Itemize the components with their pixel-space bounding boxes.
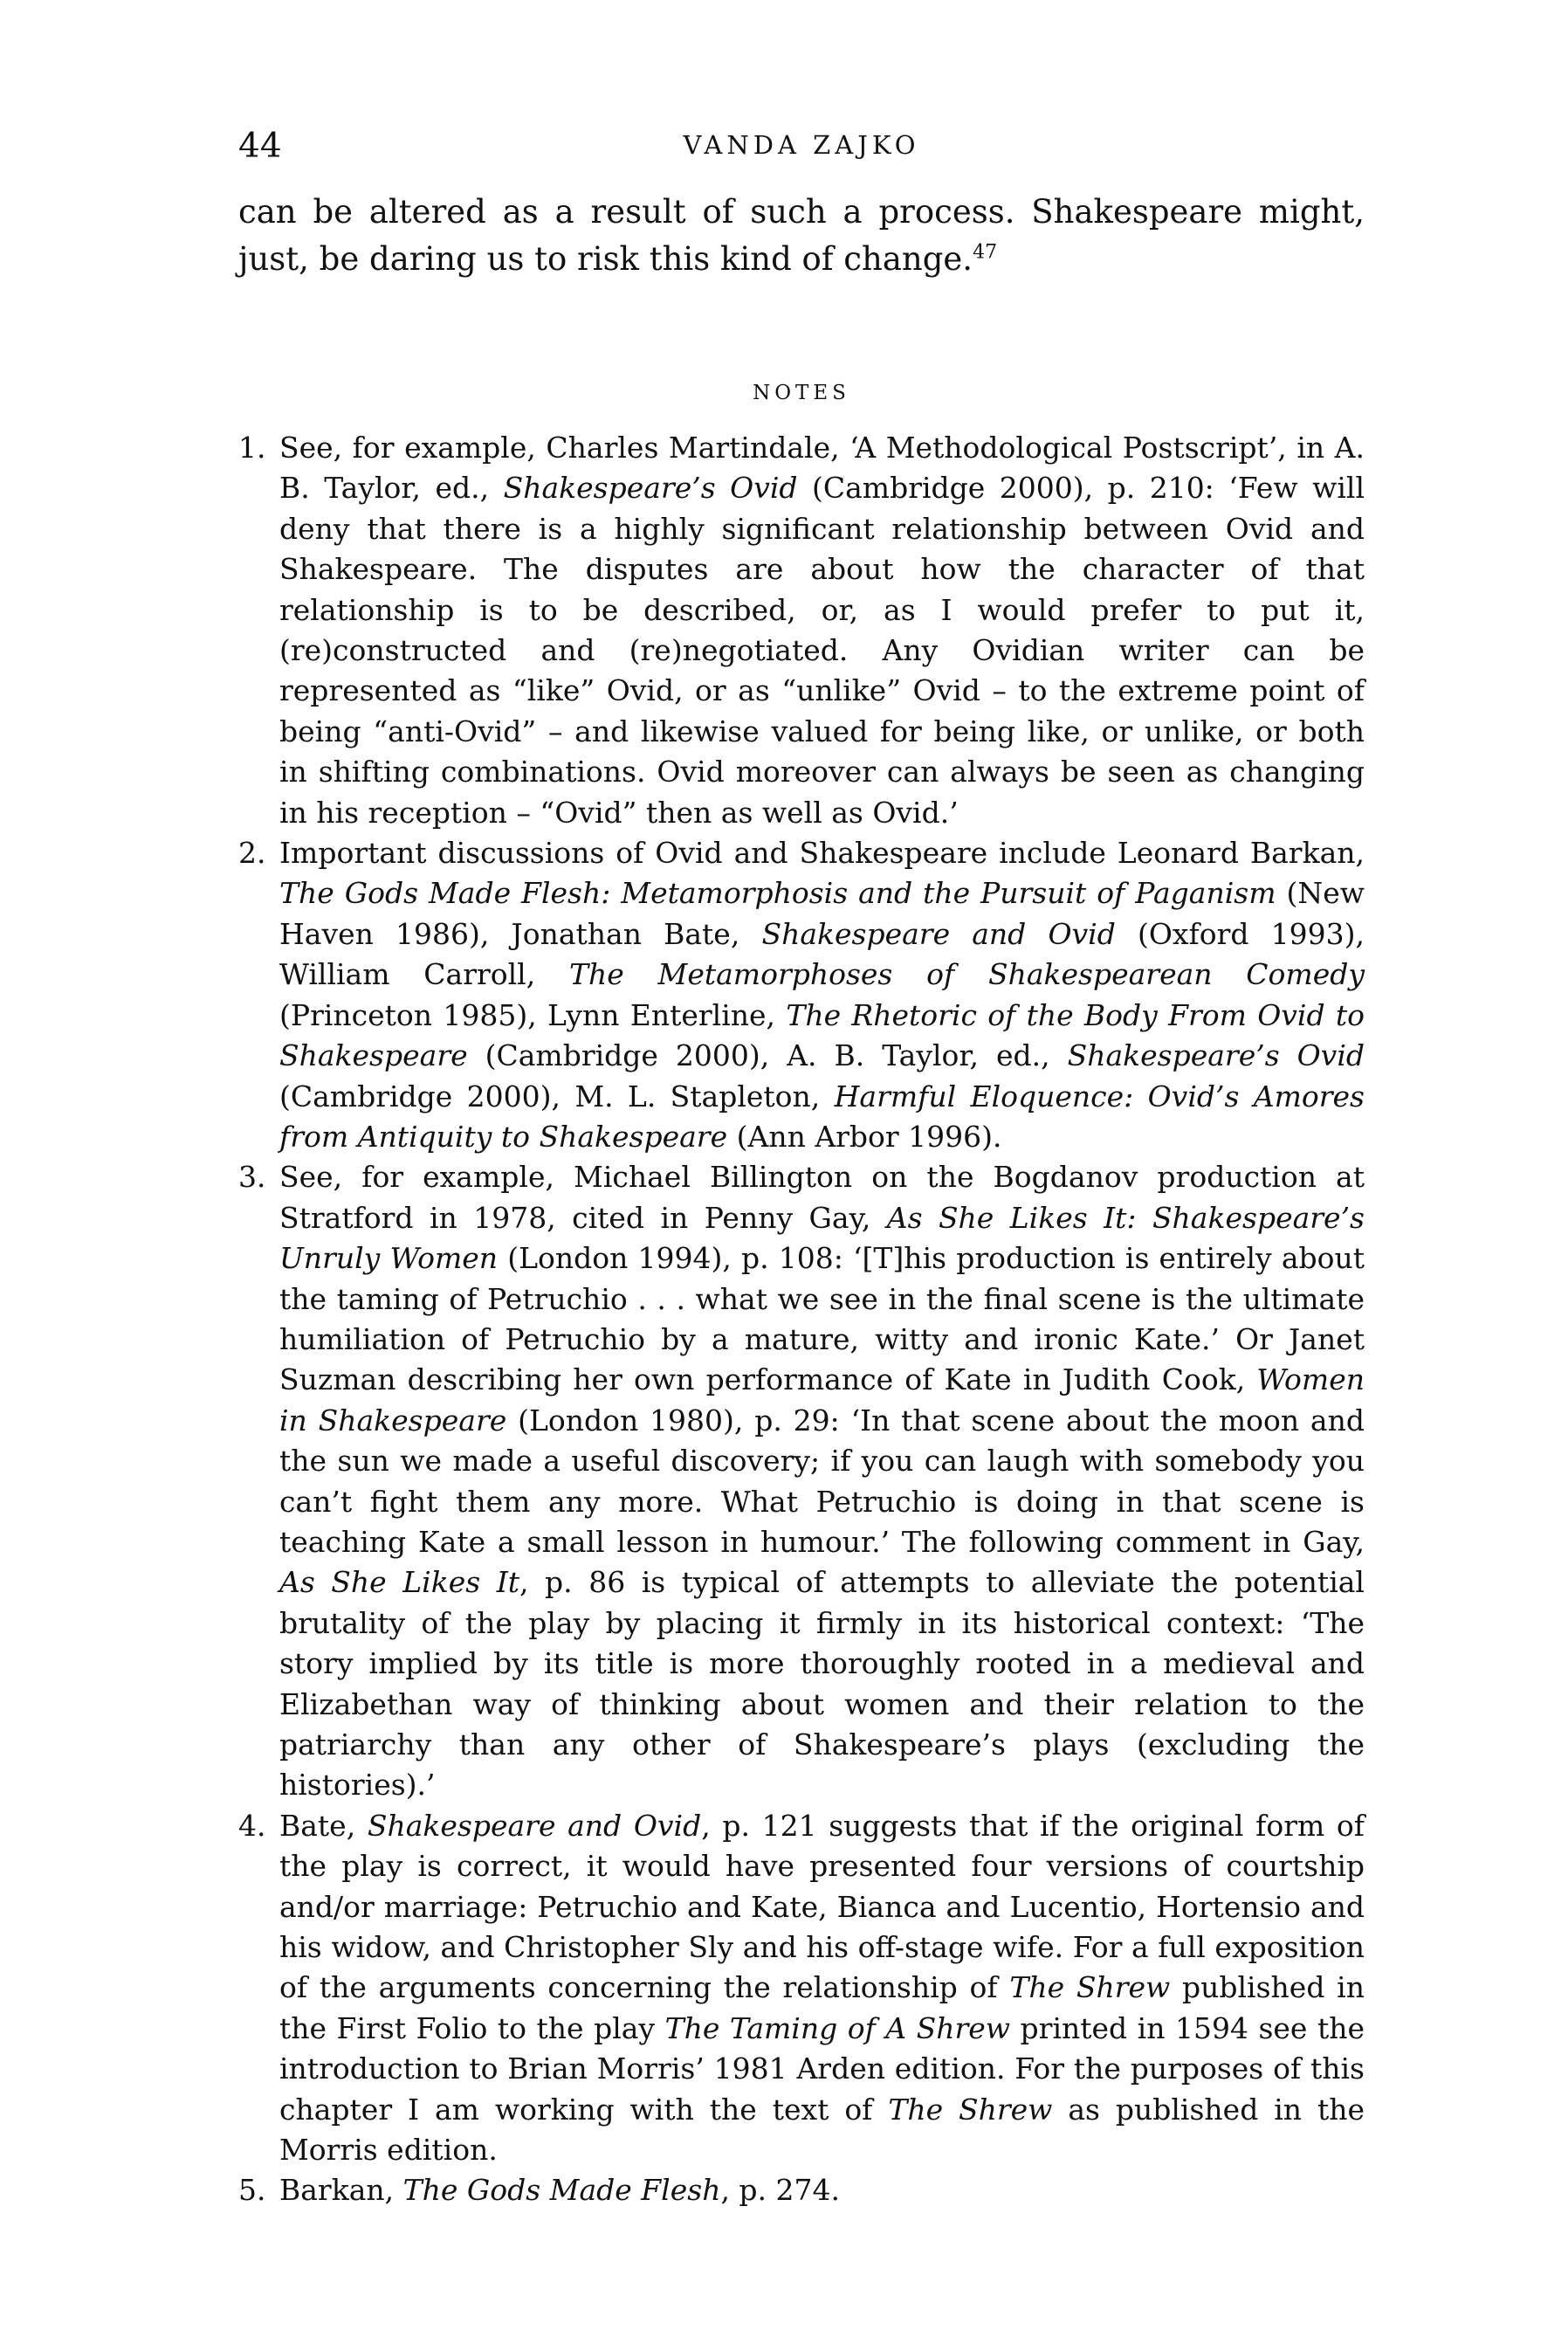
note-title-italic: The Shrew	[888, 2092, 1053, 2127]
note-text-segment: printed in 1594 see the introduction to Brian Morris’ 1981 Arden edition. For the purposes of this chapter I am working with the text of	[279, 2010, 1365, 2127]
note-text-segment: , p. 86 is typical of attempts to alleviate the potential brutality of the play by placing it firmly in its historical context: ‘The story implied by its title is more thoroughly rooted in a medieval and Elizabethan way of thinking about women and their relation to the patriarchy than any other of Shakespeare’s plays (excluding the histories).’	[279, 1565, 1365, 1803]
note-title-italic: The Metamorphoses of Shakespearean Comedy	[568, 957, 1365, 992]
note-text-segment: (Ann Arbor 1996).	[727, 1119, 1002, 1154]
note-text-segment: (New Haven 1986), Jonathan Bate,	[279, 876, 1365, 951]
note-text-segment: published in the First Folio to the play	[279, 1970, 1365, 2045]
note-title-italic: As She Likes It	[279, 1565, 520, 1600]
note-text	[279, 833, 1365, 1157]
note-number: 1.	[238, 431, 266, 465]
note-text	[279, 2170, 1365, 2210]
note-title-italic: As She Likes It: Shakespeare’s Unruly Women	[279, 1200, 1365, 1276]
running-head	[238, 127, 1365, 170]
footnote-reference: 47	[973, 241, 998, 264]
note-title-italic: Harmful Eloquence: Ovid’s Amores from Antiquity to Shakespeare	[279, 1079, 1365, 1154]
note-text-segment: (Oxford 1993), William Carroll,	[279, 916, 1365, 992]
note-title-italic: Shakespeare’s Ovid	[503, 471, 798, 506]
note-text-segment: (Cambridge 2000), M. L. Stapleton,	[279, 1079, 835, 1113]
note-text-segment: Barkan,	[279, 2173, 403, 2208]
note-text-segment: Important discussions of Ovid and Shakespeare include Leonard Barkan,	[279, 836, 1365, 871]
note-number: 3.	[238, 1160, 266, 1195]
note-number: 2.	[238, 836, 266, 871]
note-title-italic: Women in Shakespeare	[279, 1362, 1365, 1437]
note-item	[238, 1806, 1365, 2171]
note-text	[279, 1157, 1365, 1806]
body-paragraph	[238, 189, 1365, 283]
notes-heading: NOTES	[753, 382, 850, 404]
note-title-italic: Shakespeare and Ovid	[761, 916, 1116, 951]
note-text-segment: (London 1994), p. 108: ‘[T]his production is entirely about the taming of Petruchio . . . what we see in the final scene is the ultimate humiliation of Petruchio by a mature, witty and ironic Kate.’ Or Janet Suzman describing her own performance of Kate in Judith Cook,	[279, 1241, 1365, 1397]
page-number: 44	[238, 127, 282, 166]
note-number: 4.	[238, 1808, 266, 1843]
note-title-italic: Shakespeare and Ovid	[367, 1808, 702, 1843]
note-text	[279, 428, 1365, 833]
body-paragraph-text: can be altered as a result of such a process. Shakespeare might, just, be daring us to risk this kind of change.	[238, 193, 1365, 278]
note-text-segment: , p. 121 suggests that if the original form of the play is correct, it would have presented four versions of courtship and/or marriage: Petruchio and Kate, Bianca and Lucentio, Hortensio and his widow, and Christopher Sly and his off-stage wife. For a full exposition of the arguments concerning the relationship of	[279, 1808, 1365, 2005]
note-text-segment: (Cambridge 2000), A. B. Taylor, ed.,	[467, 1038, 1068, 1073]
note-title-italic: The Rhetoric of the Body From Ovid to Shakespeare	[279, 997, 1365, 1073]
note-text-segment: Bate,	[279, 1808, 368, 1843]
note-text-segment: (Princeton 1985), Lynn Enterline,	[279, 997, 787, 1032]
note-title-italic: The Shrew	[1009, 1970, 1171, 2005]
note-item	[238, 428, 1365, 833]
note-text-segment: (Cambridge 2000), p. 210: ‘Few will deny that there is a highly significant relationship between Ovid and Shakespeare. The disputes are about how the character of that relationship is to be described, or, as I would prefer to put it, (re)constructed and (re)negotiated. Any Ovidian writer can be represented as “like” Ovid, or as “unlike” Ovid – to the extreme point of being “anti-Ovid” – and likewise valued for being like, or unlike, or both in shifting combinations. Ovid moreover can always be seen as changing in his reception – “Ovid” then as well as Ovid.’	[279, 471, 1365, 830]
note-item	[238, 1157, 1365, 1806]
note-text-segment: See, for example, Charles Martindale, ‘A Methodological Postscript’, in A. B. Taylor, ed.,	[279, 431, 1365, 506]
notes-list	[238, 428, 1365, 2211]
note-text-segment: as published in the Morris edition.	[279, 2092, 1365, 2168]
note-title-italic: The Taming of A Shrew	[664, 2010, 1011, 2045]
note-text-segment: (London 1980), p. 29: ‘In that scene about the moon and the sun we made a useful discovery; if you can laugh with somebody you can’t fight them any more. What Petruchio is doing in that scene is teaching Kate a small lesson in humour.’ The following comment in Gay,	[279, 1403, 1365, 1559]
note-item	[238, 833, 1365, 1157]
note-text-segment: , p. 274.	[720, 2173, 841, 2208]
note-text-segment: See, for example, Michael Billington on the Bogdanov production at Stratford in 1978, cited in Penny Gay,	[279, 1160, 1365, 1235]
note-title-italic: The Gods Made Flesh: Metamorphosis and the Pursuit of Paganism	[279, 876, 1276, 911]
note-item	[238, 2170, 1365, 2210]
note-title-italic: Shakespeare’s Ovid	[1067, 1038, 1365, 1073]
note-number: 5.	[238, 2173, 266, 2208]
note-text	[279, 1806, 1365, 2171]
running-title: VANDA ZAJKO	[683, 130, 920, 160]
note-title-italic: The Gods Made Flesh	[402, 2173, 721, 2208]
